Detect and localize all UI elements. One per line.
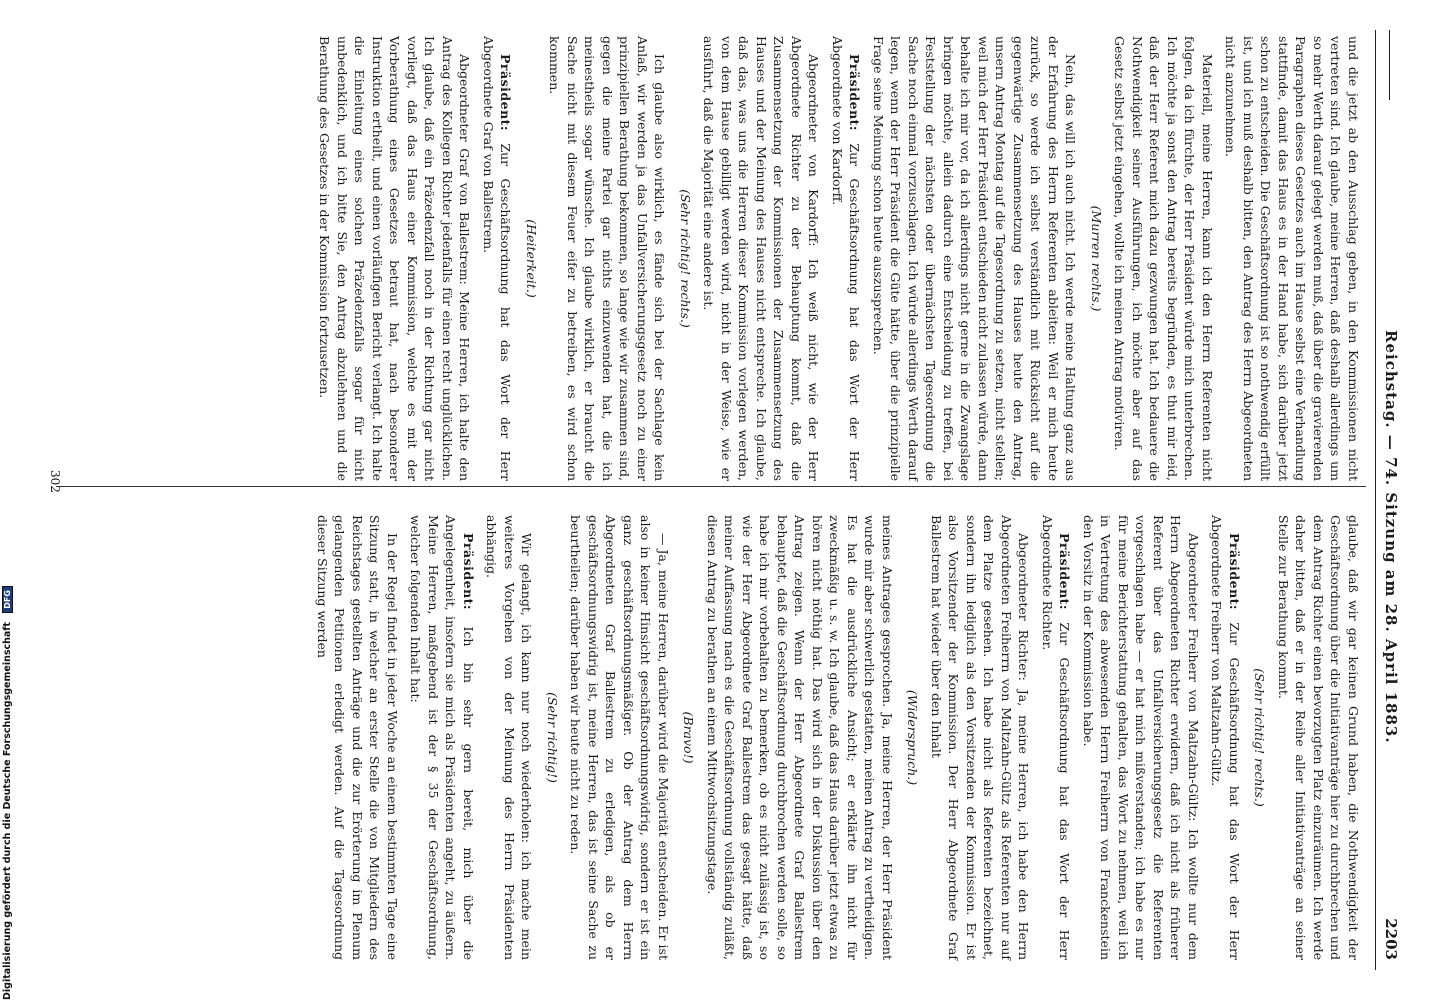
column-divider (56, 486, 1366, 487)
paragraph: Materiell, meine Herren, kann ich den Herrn Referenten nicht folgen, da ich fürchte, der Herr Präsident würde mich unterbrechen. Ich möchte ja sonst den Antrag bereits begründen, es thut mir leid, daß der Herr Referent mich dazu gezwungen hat. Ich bedauere die Nothwendigkeit seiner Ausführungen, ich möchte aber auf das Gesetz selbst jetzt eingehen, wollte ich meinen Antrag motiviren. (1112, 36, 1215, 481)
paragraph: meines Antrages gesprochen. Ja, meine Herren, der Herr Präsident wurde mir aber schwerlich gestatten, meinen Antrag zu vertheidigen. Es hat die ausdrückliche Ansicht; er erklärte ihn nicht für zweckmäßig u. s. w. Ich glaube, daß das Haus darüber jetzt etwas zu hören nicht nöthig hat. Das wird sich in der Diskussion über den Antrag zeigen. Wenn der Herr Abgeordnete Graf Ballestrem behauptet, daß die Geschäftsordnung durchbrochen werden solle, so habe ich mir vorbehalten zu bemerken, ob es nicht zulässig ist, so wie der Herr Abgeordnete Graf Ballestrem das gesagt hätte, daß meiner Auffassung nach es die Geschäftsordnung vollständig zuläßt, diesen Antrag zu berathen an einem Mittwochsitzungstage. (705, 515, 895, 960)
reaction: (Bravo!) (681, 711, 697, 764)
paragraph: Nein, das will ich auch nicht. Ich werde meine Haltung ganz aus der Erfahrung des Herrn Referenten ableiten: Weil er mich heute zurück, so werde ich selbst verständlich mit Rücksicht auf die gegenwärtige Zusammensetzung des Hauses heute den Antrag, unsern Antrag Montag auf die Tagesordnung zu setzen, nicht stellen; weil mich der Herr Präsident entschieden nicht zulassen würde, dann behalte ich mir vor, da ich allerdings nicht gerne in die Zwangslage bringen möchte, allein dadurch eine Entscheidung zu treffen, bei Feststellung der nächsten oder übernächsten Tagesordnung die Sache noch einmal vorzuschlagen. Ich würde allerdings Werth darauf legen, wenn der Herr Präsident die Güte hätte, über die prinzipielle Frage seine Meinung schon heute auszusprechen. (871, 36, 1079, 481)
digitization-credit (2, 586, 13, 1000)
reaction: (Heiterkeit.) (524, 219, 539, 298)
speaker-label: Präsident: (847, 54, 863, 132)
footer-page-number: 302 (48, 470, 62, 493)
speaker-text: Zur Geschäftsordnung hat das Wort der Herr Abgeordnete Richter. (1040, 515, 1073, 960)
paragraph: Abgeordneter von Kardorff: Ich weiß nicht, wie der Herr Abgeordnete Richter zu der Behauptung kommt, daß die Zusammensetzung der Kommissionen der Zusammensetzung des Hauses und der Meinung des Hauses nicht entspreche. Ich glaube, daß das, was uns die Herren dieser Kommission vorlegen werden, von dem Hause gebilligt werden wird, nicht in der Weise, wie er ausführt, daß die Majorität eine andere ist. (701, 36, 822, 481)
speaker-text: Zur Geschäftsordnung hat das Wort der Herr Abgeordnete von Kardorff. (830, 36, 863, 481)
header-page-number: 2203 (1382, 918, 1400, 960)
speaker-entry (407, 515, 477, 960)
paragraph: glaube, daß wir gar keinen Grund haben, die Nothwendigkeit der Geschäftsordnung über die Initiativanträge hier zu durchbrechen und dem Antrag Richter einen bevorzugten Platz einzuräumen. Ich werde daher bitten, daß er in der Reihe aller Initiativanträge an seiner Stelle zur Berathung kommt. (1276, 515, 1361, 960)
speaker-text: Zur Geschäftsordnung hat das Wort der Herr Abgeordnete Freiherr von Maltzahn-Gültz. (1209, 515, 1242, 960)
speaker-entry (1039, 515, 1074, 960)
header-title: Reichstag. — 74. Sitzung am 28. April 1883. (1382, 330, 1400, 744)
speaker-text: Ich bin sehr gern bereit, mich über die Angelegenheit, insofern sie mich als Präsidenten angeht, zu äußern. Meine Herren, maßgebend ist der § 35 der Geschäftsordnung, welcher folgenden Inhalt hat: (408, 515, 476, 960)
paragraph: Abgeordneter Graf von Ballestrem: Meine Herren, ich halte den Antrag des Kollegen Richter jedenfalls für einen recht unglücklichen. Ich glaube, daß ein Präzedenzfall noch in der Richtung gar nicht vorliegt, daß das Haus einer Kommission, welche es mit der Vorberathung eines Gesetzes betraut hat, nach besonderer Instruktion ertheilt, und einen vorläufigen Bericht verlangt. Ich halte die Einleitung eines solchen Präzedenzfalls sogar für nicht unbedenklich, und ich bitte Sie, den Antrag abzulehnen und die Berathung des Gesetzes in der Kommission fortzusetzen. (317, 36, 473, 481)
page-header (1375, 30, 1404, 970)
dfg-logo-icon: DFG (2, 586, 13, 613)
paragraph: Abgeordneter Freiherr von Maltzahn-Gültz: Ich wollte nur dem Herrn Abgeordneten Richter erwidern, daß ich nicht als früherer Referent über das Unfallversicherungsgesetz die Referenten vorgeschlagen habe — er hat mich mißverstanden; ich habe es nur für meine Berichterstattung gehalten, das Wort zu nehmen, weil ich in Vertretung des abwesenden Herrn Freiherrn von Franckenstein den Vorsitz in der Kommission habe. (1081, 515, 1201, 960)
reaction: (Widerspruch.) (905, 689, 921, 786)
speaker-entry (1208, 515, 1243, 960)
speaker-label: Präsident: (461, 533, 476, 611)
speaker-entry (829, 36, 864, 481)
speaker-label: Präsident: (1057, 533, 1073, 611)
speaker-text: Zur Geschäftsordnung hat das Wort der Herr Abgeordnete Graf von Ballestrem. (481, 36, 514, 481)
paragraph: Wir gelangt, ich kann nur noch wiederholen: ich mache mein weiteres Vorgehen von der Meinung des Herrn Präsidenten abhängig. (484, 515, 535, 960)
paragraph: Ich glaube also wirklich, es fände sich bei der Sachlage kein Anlaß, wir werden ja das Unfallversicherungsgesetz noch zu einer prinzipiellen Berathung bekommen, so lange wie wir zusammen sind, gegen die meine Partei gar nichts einzuwenden hat, die ich meinestheils sogar wünsche. Ich glaube wirklich, er braucht die Sache nicht mit diesem Feuer eifer zu betreiben, es wird schon kommen. (547, 36, 668, 481)
paragraph: Abgeordneter Richter: Ja, meine Herren, ich habe den Herrn Abgeordneten Freiherrn von Maltzahn-Gültz als Referenten nur auf dem Platze gesehen. Ich habe nicht als Referenten bezeichnet, sondern ihn lediglich als den Vorsitzenden der Kommission. Er ist also Vorsitzender der Kommission. Der Herr Abgeordnete Graf Ballestrem hat wieder über den Inhalt (929, 515, 1032, 960)
speaker-entry (480, 36, 515, 481)
right-column (308, 515, 1363, 960)
speaker-label: Präsident: (498, 54, 514, 132)
reaction: (Sehr richtig!) (545, 692, 560, 783)
header-rule (1389, 30, 1390, 100)
reaction: (Sehr richtig! rechts.) (1252, 668, 1268, 807)
credit-text: Digitalisierung gefördert durch die Deutsche Forschungsgemeinschaft (2, 622, 13, 1000)
reaction: (Murren rechts.) (1089, 205, 1104, 312)
paragraph: und die jetzt ab den Ausschlag geben, in den Kommissionen nicht vertreten sind. Ich glaube, meine Herren, daß deshalb allerdings um so mehr Werth darauf gelegt werden muß, daß über die gravierenden Paragraphen dieses Gesetzes auch im Hause selbst eine Verhandlung stattfinde, damit das Haus es in der Hand habe, sich darüber jetzt schon zu entscheiden. Die Geschäftsordnung ist so nothwendig erfüllt ist, und ich muß deshalb bitten, den Antrag des Herrn Abgeordneten nicht anzunehmen. (1223, 36, 1361, 481)
speaker-label: Präsident: (1227, 533, 1242, 611)
left-column (310, 36, 1362, 481)
reaction: (Sehr richtig! rechts.) (678, 189, 693, 328)
paragraph: In der Regel findet in jeder Woche an einem bestimmten Tage eine Sitzung statt, in welcher an erster Stelle die von Mitgliedern des Reichstages gestellten Anträge und die zur Erörterung im Plenum gelangenden Petitionen erledigt werden. Auf die Tagesordnung dieser Sitzung werden (315, 515, 400, 960)
paragraph: — Ja, meine Herren, darüber wird die Majorität entscheiden. Er ist also in keiner Hinsicht geschäftsordnungswidrig, sondern er ist ein ganz geschäftsordnungsmäßiger. Ob der Antrag dem Herrn Abgeordneten Graf Ballestrem zu erledigen, als ob er geschäftsordnungswidrig ist, meine Herren, das ist seine Sache zu beurtheilen; darüber haben wir heute nicht zu reden. (568, 515, 671, 960)
